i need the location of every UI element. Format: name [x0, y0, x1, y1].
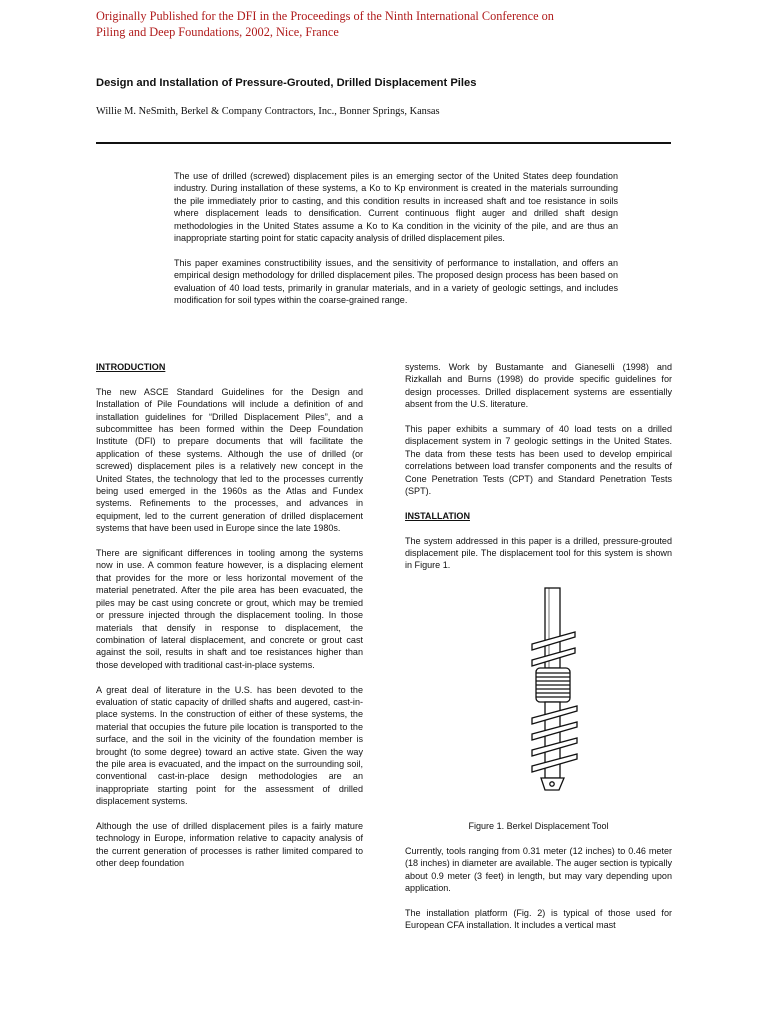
- body-paragraph: systems. Work by Bustamante and Gianeselli (1998) and Rizkallah and Burns (1998) do provide specific guidelines for design processes. Drilled displacement systems are essentially absent from the U.S. literature.: [405, 362, 672, 410]
- body-paragraph: The system addressed in this paper is a drilled, pressure-grouted displacement pile. The displacement tool for this system is shown in Figure 1.: [405, 535, 672, 571]
- displacement-tool-drawing: [405, 584, 672, 812]
- abstract-paragraph: This paper examines constructibility issues, and the sensitivity of performance to installation, and offers an empirical design methodology for drilled displacement piles. The proposed design process has been based on evaluation of 40 load tests, primarily in granular materials, and in a variety of geologic settings, and includes modification for soil types within the coarse-grained range.: [174, 257, 618, 306]
- publication-note: [96, 9, 656, 40]
- left-column: [96, 361, 363, 882]
- body-paragraph: The installation platform (Fig. 2) is typical of those used for European CFA installation. It includes a vertical mast: [405, 908, 672, 931]
- section-heading-installation: INSTALLATION: [405, 510, 470, 521]
- right-column: [405, 361, 672, 944]
- body-paragraph: A great deal of literature in the U.S. has been devoted to the evaluation of static capacity of drilled shafts and augered, cast-in-place systems. In the construction of either of these systems, the material that occupies the future pile location is transported to the surface, and the soil in the vicinity of the foundation member is brought (to some degree) toward an active state. Given the way the pile area is evacuated, and the impact on the surrounding soil, conventional cast-in-place design methodologies are an inappropriate starting point for the assessment of drilled displacement systems.: [96, 684, 363, 807]
- publication-note-line: Originally Published for the DFI in the Proceedings of the Ninth International Conference on: [96, 9, 554, 23]
- publication-note-line: Piling and Deep Foundations, 2002, Nice, France: [96, 24, 339, 39]
- body-paragraph: This paper exhibits a summary of 40 load tests on a drilled displacement system in 7 geologic settings in the United States. The data from these tests has been used to develop empirical correlations between load transfer components and the results of Cone Penetration Tests (CPT) and Standard Penetration Tests (SPT).: [405, 424, 672, 497]
- figure-displacement-tool: [405, 584, 672, 812]
- paper-title: Design and Installation of Pressure-Grouted, Drilled Displacement Piles: [96, 77, 477, 89]
- abstract: [174, 170, 618, 319]
- author-line: Willie M. NeSmith, Berkel & Company Contractors, Inc., Bonner Springs, Kansas: [96, 106, 440, 117]
- body-paragraph: There are significant differences in tooling among the systems now in use. A common feature however, is a displacing element that provides for the more or less horizontal movement of the material penetrated. After the pile area has been evacuated, the piles may be cast using concrete or grout, which may be tremied or pressure injected through the displacement tooling. In those materials that densify in response to displacement, the combination of lateral displacement, and concrete or grout cast against the soil, results in shaft and toe resistances higher than those developed with traditional cast-in-place systems.: [96, 548, 363, 670]
- body-paragraph: Currently, tools ranging from 0.31 meter (12 inches) to 0.46 meter (18 inches) in diameter are available. The auger section is typically about 0.9 meter (3 feet) in length, but may vary depending upon application.: [405, 846, 672, 894]
- figure-caption: Figure 1. Berkel Displacement Tool: [468, 821, 609, 832]
- body-paragraph: The new ASCE Standard Guidelines for the Design and Installation of Pile Foundations will include a definition of and installation guidelines for “Drilled Displacement Piles”, and a subcommittee has been formed within the Deep Foundation Institute (DFI) to prepare documents that will facilitate the application of these systems. Although the use of drilled (or screwed) displacement piles is a relatively new concept in the United States, the technology that led to the processes currently being used emerged in the 1960s as the Atlas and Fundex systems. Refinements to the processes, and advances in equipment, led to the current generation of drilled displacement systems that have been used in Europe since the late 1980s.: [96, 386, 363, 534]
- section-heading-introduction: INTRODUCTION: [96, 362, 166, 372]
- title-divider: [96, 142, 671, 144]
- body-paragraph: Although the use of drilled displacement piles is a fairly mature technology in Europe, information relative to capacity analysis of the current generation of processes is rather limited compared to other deep foundation: [96, 820, 363, 869]
- abstract-paragraph: The use of drilled (screwed) displacement piles is an emerging sector of the United States deep foundation industry. During installation of these systems, a Ko to Kp environment is created in the materials surrounding the pile immediately prior to casting, and this condition results in increased shaft and toe resistance in soils where displacement leads to densification. Current continuous flight auger and drilled shaft design methodologies in the United States assume a Ko to Ka condition in the vicinity of the pile, and are thus an inappropriate starting point for static capacity analysis of drilled displacement piles.: [174, 171, 618, 244]
